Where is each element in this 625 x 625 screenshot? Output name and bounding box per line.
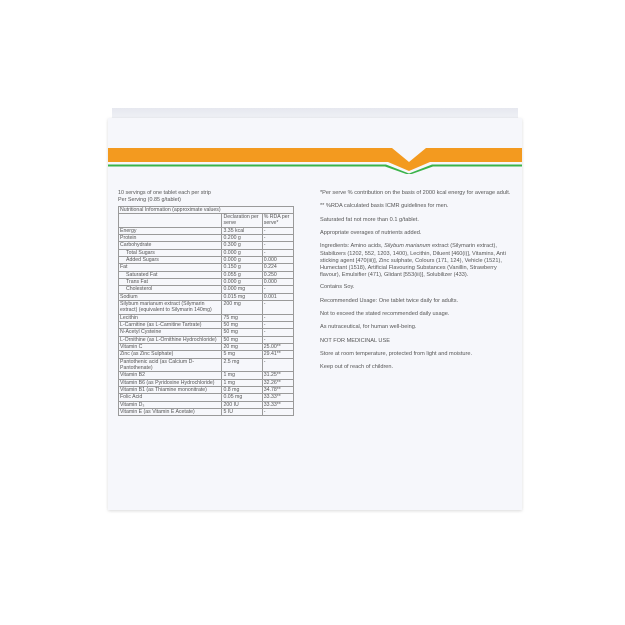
nutrient-name: Lecithin <box>119 314 222 321</box>
declaration-value: 20 mg <box>222 344 262 351</box>
nutrient-name: L-Carnitine (as L-Carnitine Tartrate) <box>119 322 222 329</box>
table-title: Nutritional Information (approximate values) <box>119 206 294 213</box>
nutrient-name: Fat <box>119 264 222 271</box>
declaration-value: 0.000 g <box>222 278 262 285</box>
rda-value: - <box>262 227 293 234</box>
orange-band <box>108 148 522 171</box>
rda-value: - <box>262 234 293 241</box>
declaration-value: 5 mg <box>222 351 262 358</box>
declaration-value: 50 mg <box>222 336 262 343</box>
rda-value: 0.224 <box>262 264 293 271</box>
rda-value: - <box>262 409 293 416</box>
nutrient-name: N-Acetyl Cysteine <box>119 329 222 336</box>
rda-value: - <box>262 286 293 293</box>
table-row <box>119 286 294 293</box>
nutrient-name: Energy <box>119 227 222 234</box>
rda-value: - <box>262 249 293 256</box>
table-row <box>119 278 294 285</box>
table-row <box>119 322 294 329</box>
nutrient-name: Vitamin B1 (as Thiamine mononitrate) <box>119 387 222 394</box>
declaration-value: 1 mg <box>222 379 262 386</box>
ingredients-prefix: Ingredients: Amino acids, <box>320 243 385 250</box>
table-header-row <box>119 213 294 227</box>
color-band <box>108 144 522 174</box>
rda-value: - <box>262 300 293 314</box>
nutrient-name: Pantothenic acid (as Calcium D-Pantothenate) <box>119 358 222 372</box>
declaration-value: 0.000 g <box>222 249 262 256</box>
nutrient-name: Silybum marianum extract (Silymarin extract) (equivalent to Silymarin 140mg) <box>119 300 222 314</box>
info-section <box>320 190 516 378</box>
declaration-value: 0.300 g <box>222 242 262 249</box>
table-row <box>119 358 294 372</box>
table-row <box>119 264 294 271</box>
per-serving-text: Per Serving (0.85 g/tablet) <box>118 196 181 203</box>
keep-away-note: Keep out of reach of children. <box>320 364 394 371</box>
table-title-row <box>119 206 294 213</box>
declaration-value: 0.055 g <box>222 271 262 278</box>
nutrient-name: Cholesterol <box>119 286 222 293</box>
nutrient-name: Protein <box>119 234 222 241</box>
nutrient-name: Added Sugars <box>119 256 222 263</box>
rda-value: 29.41** <box>262 351 293 358</box>
table-row <box>119 401 294 408</box>
declaration-value: 50 mg <box>222 329 262 336</box>
declaration-value: 0.015 mg <box>222 293 262 300</box>
declaration-value: 0.05 mg <box>222 394 262 401</box>
declaration-value: 0.000 g <box>222 256 262 263</box>
declaration-value: 5 IU <box>222 409 262 416</box>
nutrient-name: Total Sugars <box>119 249 222 256</box>
not-medicinal: NOT FOR MEDICINAL USE <box>320 337 390 344</box>
header-declaration: Declaration per serve <box>222 213 262 227</box>
table-row <box>119 372 294 379</box>
contains-soy: Contains Soy. <box>320 284 355 291</box>
table-row <box>119 227 294 234</box>
nutrient-name: Vitamin B2 <box>119 372 222 379</box>
nutrient-name: Trans Fat <box>119 278 222 285</box>
servings-text: 10 servings of one tablet each per strip <box>118 190 211 196</box>
table-row <box>119 387 294 394</box>
rda-value: - <box>262 242 293 249</box>
declaration-value: 50 mg <box>222 322 262 329</box>
rda-value: 0.250 <box>262 271 293 278</box>
table-row <box>119 329 294 336</box>
usage-limit: Not to exceed the stated recommended daily usage. <box>320 310 450 317</box>
saturated-fat-note: Saturated fat not more than 0.1 g/tablet. <box>320 216 419 223</box>
table-row <box>119 256 294 263</box>
rda-value: 0.001 <box>262 293 293 300</box>
nutrient-name: L-Ornithine (as L-Ornithine Hydrochloride) <box>119 336 222 343</box>
nutrient-name: Sodium <box>119 293 222 300</box>
nutrient-name: Saturated Fat <box>119 271 222 278</box>
rda-value: 0.000 <box>262 256 293 263</box>
ingredients-botanical: Silybum marianum <box>384 243 431 250</box>
nutraceutical-note: As nutraceutical, for human well-being. <box>320 324 417 331</box>
declaration-value: 0.150 g <box>222 264 262 271</box>
declaration-value: 200 IU <box>222 401 262 408</box>
rda-value: 34.78** <box>262 387 293 394</box>
table-row <box>119 300 294 314</box>
table-row <box>119 293 294 300</box>
table-row <box>119 242 294 249</box>
table-row <box>119 314 294 321</box>
declaration-value: 0.200 g <box>222 234 262 241</box>
footnote-rda: ** %RDA calculated basis ICMR guidelines for men. <box>320 203 449 210</box>
rda-value: - <box>262 329 293 336</box>
rda-value: 33.33** <box>262 401 293 408</box>
overages-note: Appropriate overages of nutrients added. <box>320 230 422 237</box>
rda-value: 0.000 <box>262 278 293 285</box>
nutrient-name: Vitamin C <box>119 344 222 351</box>
declaration-value: 1 mg <box>222 372 262 379</box>
table-row <box>119 394 294 401</box>
nutrient-name: Vitamin D₃ <box>119 401 222 408</box>
nutrient-name: Vitamin E (as Vitamin E Acetate) <box>119 409 222 416</box>
rda-value: 33.33** <box>262 394 293 401</box>
declaration-value: 75 mg <box>222 314 262 321</box>
table-row <box>119 249 294 256</box>
storage-note: Store at room temperature, protected from light and moisture. <box>320 350 473 357</box>
rda-value: 32.26** <box>262 379 293 386</box>
header-blank <box>119 213 222 227</box>
rda-value: 31.25** <box>262 372 293 379</box>
recommended-usage: Recommended Usage: One tablet twice daily for adults. <box>320 297 459 304</box>
declaration-value: 0.8 mg <box>222 387 262 394</box>
declaration-value: 2.5 mg <box>222 358 262 372</box>
rda-value: - <box>262 322 293 329</box>
rda-value: - <box>262 358 293 372</box>
nutrient-name: Vitamin B6 (as Pyridoxine Hydrochloride) <box>119 379 222 386</box>
table-row <box>119 336 294 343</box>
table-row <box>119 409 294 416</box>
rda-value: 25.00** <box>262 344 293 351</box>
ingredients-text <box>320 243 516 279</box>
header-rda: % RDA per serve* <box>262 213 293 227</box>
table-row <box>119 379 294 386</box>
declaration-value: 3.35 kcal <box>222 227 262 234</box>
nutrition-table <box>118 206 294 417</box>
footnote-energy: *Per serve % contribution on the basis of 2000 kcal energy for average adult. <box>320 190 511 196</box>
table-row <box>119 344 294 351</box>
table-row <box>119 351 294 358</box>
declaration-value: 0.000 mg <box>222 286 262 293</box>
declaration-value: 200 mg <box>222 300 262 314</box>
table-row <box>119 271 294 278</box>
green-stripe <box>108 165 522 175</box>
rda-value: - <box>262 336 293 343</box>
nutrient-name: Carbohydrate <box>119 242 222 249</box>
nutrient-name: Folic Acid <box>119 394 222 401</box>
nutrition-section <box>118 190 294 416</box>
table-row <box>119 234 294 241</box>
nutrient-name: Zinc (as Zinc Sulphate) <box>119 351 222 358</box>
product-box-back <box>108 118 522 510</box>
ingredients-list: extract (Silymarin extract), Stabilizers (1202, 552, 1203, 1400), Lecithin, Diluent [460(i)], Vitamins, Anti sticking agent [470(iii)], Zinc sulphate, Colours (171, 124), Vehicle (1521), Humectant (1518), Artificial Flavouring Substances (Vanillin, Strawberry flavour), Emulsifier (471), Glidant [553(iii)], Solubilizer (433). <box>320 243 506 278</box>
rda-value: - <box>262 314 293 321</box>
